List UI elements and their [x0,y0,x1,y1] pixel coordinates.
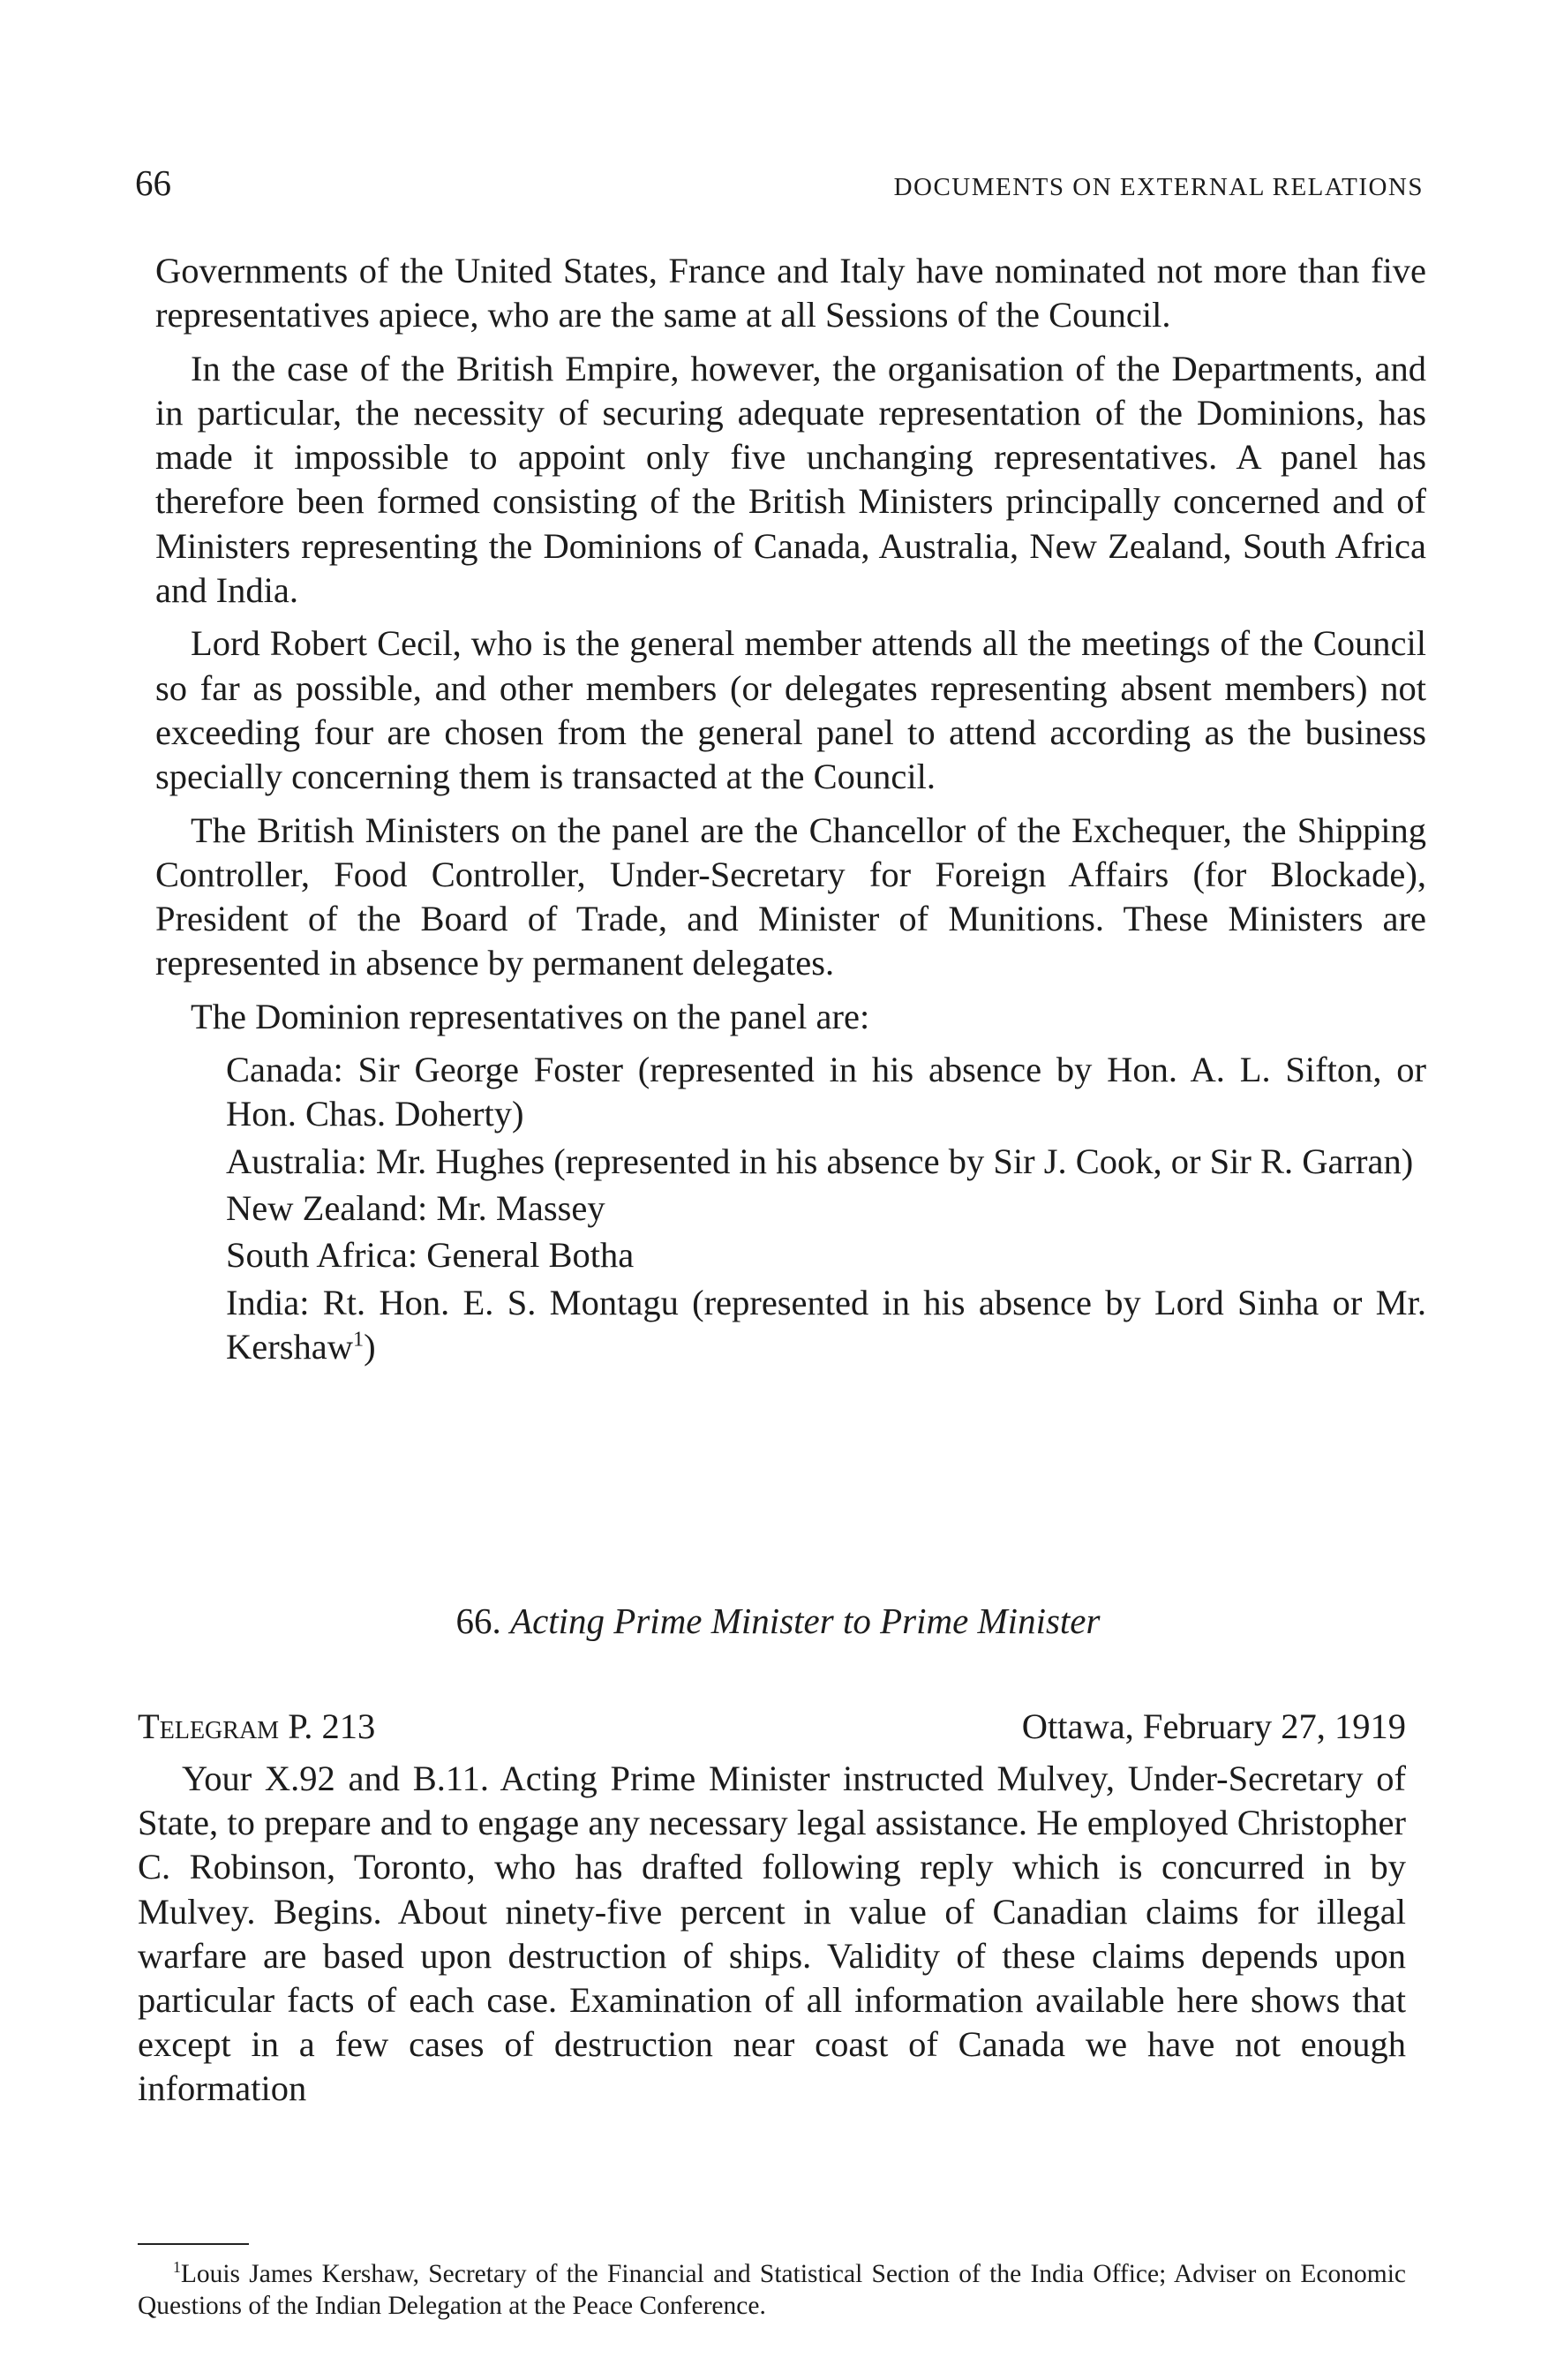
document-heading [0,1600,1556,1642]
footnote-divider [138,2243,249,2245]
running-title: DOCUMENTS ON EXTERNAL RELATIONS [893,173,1424,201]
footnote-marker: 1 [173,2258,181,2277]
place-date: Ottawa, February 27, 1919 [1021,1706,1406,1746]
paragraph: The British Ministers on the panel are the Chancellor of the Exchequer, the Shipping Controller, Food Controller, Under-Secretary for Foreign Affairs (for Blockade), President of the Board of Trade, and Minister of Munitions. These Ministers are represented in absence by permanent delegates. [155,810,1426,983]
document-title: Acting Prime Minister to Prime Minister [510,1600,1101,1641]
telegram-type: Telegram [138,1706,280,1746]
document-number: 66. [455,1600,501,1641]
telegram-ref: P. 213 [288,1706,376,1746]
closing-parenthesis: ) [364,1326,376,1367]
paragraph: The Dominion representatives on the panel are: [191,996,870,1036]
footnote [138,2258,1406,2322]
list-item: Australia: Mr. Hughes (represented in his absence by Sir J. Cook, or Sir R. Garran) [226,1141,1414,1181]
list-item-text: India: Rt. Hon. E. S. Montagu (represented in his absence by Lord Sinha or Mr. Kershaw [226,1282,1426,1367]
telegram-label [138,1706,375,1747]
paragraph: Lord Robert Cecil, who is the general member attends all the meetings of the Council so far as possible, and other members (or delegates representing absent members) not exceeding four are chosen from the general panel to attend according as the business specially concerning them is transacted at the Council. [155,623,1426,797]
list-item: South Africa: General Botha [226,1235,635,1276]
dominion-representatives-list [226,1048,1426,1369]
list-item [226,1281,1426,1370]
body-text [155,249,1426,1372]
running-head [135,162,1424,204]
page-number: 66 [135,162,171,203]
telegram-header [138,1706,1406,1747]
footnote-reference: 1 [352,1327,365,1352]
paragraph: In the case of the British Empire, however, the organisation of the Departments, and in particular, the necessity of securing adequate representation of the Dominions, has made it impossible to appoint only five unchanging representatives. A panel has therefore been formed consisting of the British Ministers principally concerned and of Ministers representing the Dominions of Canada, Australia, New Zealand, South Africa and India. [155,348,1426,611]
paragraph: Governments of the United States, France and Italy have nominated not more than five representatives apiece, who are the same at all Sessions of the Council. [155,251,1426,335]
footnote-text: Louis James Kershaw, Secretary of the Financial and Statistical Section of the India Office; Adviser on Economic Questions of the Indian Delegation at the Peace Conference. [138,2260,1406,2320]
list-item: New Zealand: Mr. Massey [226,1187,605,1228]
list-item: Canada: Sir George Foster (represented in his absence by Hon. A. L. Sifton, or Hon. Chas. Doherty) [226,1050,1426,1134]
telegram-body: Your X.92 and B.11. Acting Prime Minister instructed Mulvey, Under-Secretary of State, to prepare and to engage any necessary legal assistance. He employed Christopher C. Robinson, Toronto, who has drafted following reply which is concurred in by Mulvey. Begins. About ninety-five percent in value of Canadian claims for illegal warfare are based upon destruction of ships. Validity of these claims depends upon particular facts of each case. Examination of all information available here shows that except in a few cases of destruction near coast of Canada we have not enough information [138,1759,1406,2109]
